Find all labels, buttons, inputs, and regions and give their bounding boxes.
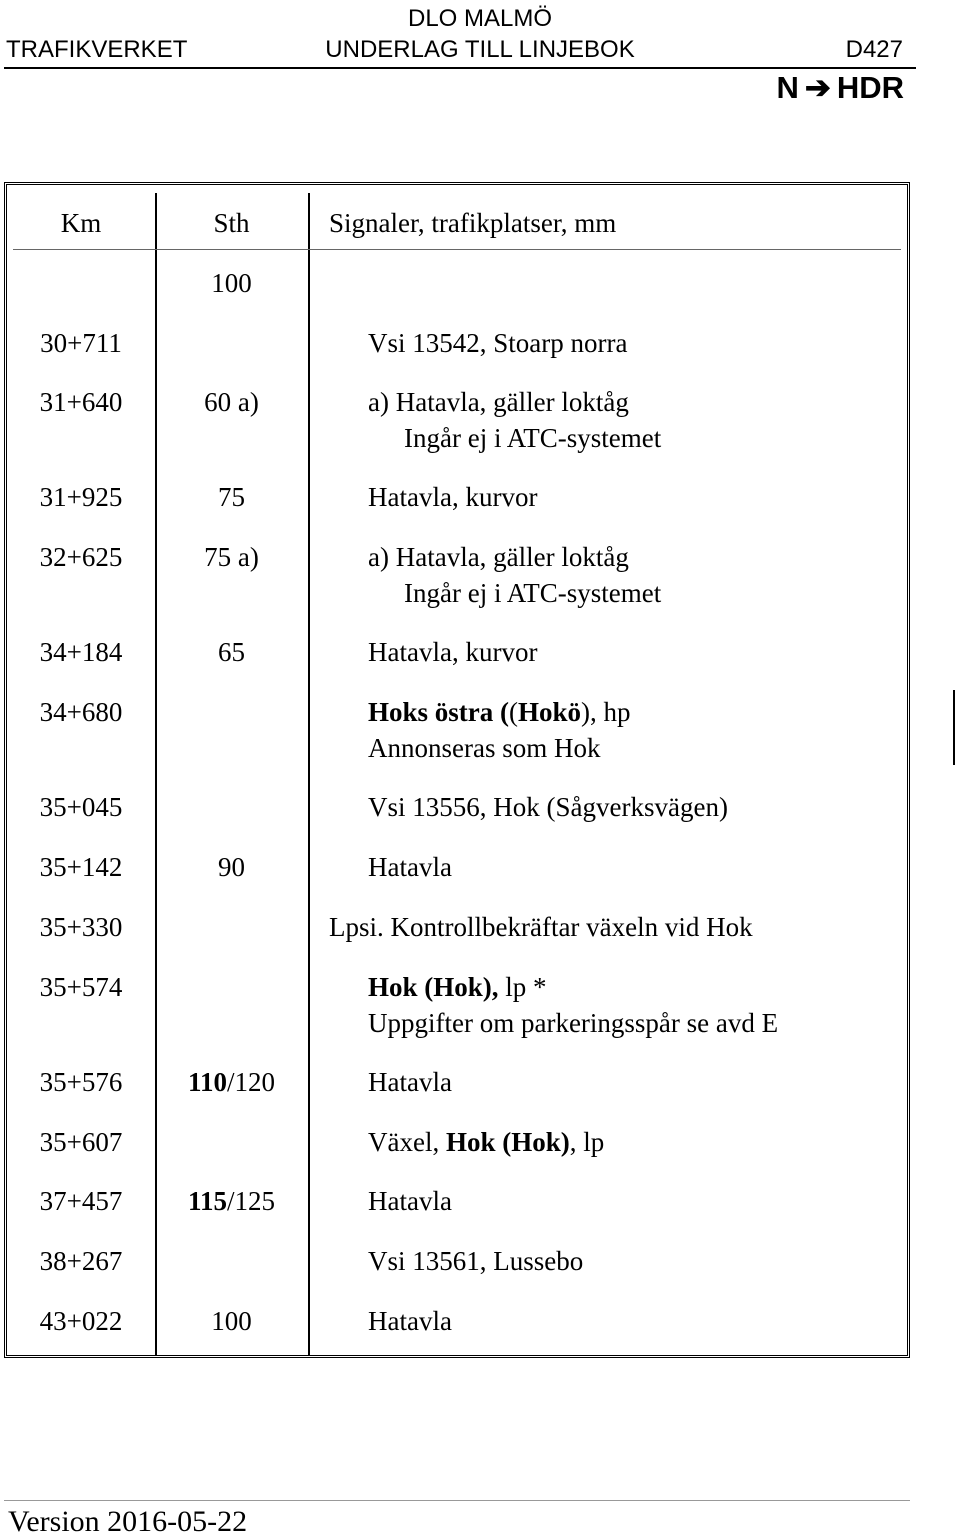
signal-text: Hatavla, kurvor — [368, 482, 538, 512]
km-value: 34+184 — [39, 637, 123, 667]
km-value: 31+640 — [39, 387, 123, 417]
direction-from: N — [776, 70, 799, 105]
sth-value: 90 — [218, 852, 245, 882]
sth-value: 110/120 — [187, 1067, 276, 1097]
km-value: 34+680 — [39, 697, 123, 727]
signal-text: Hatavla — [368, 1186, 452, 1216]
sth-value: 75 — [218, 482, 245, 512]
signal-text: Hatavla — [368, 1067, 452, 1097]
km-value: 35+607 — [39, 1127, 123, 1157]
column-header-signals: Signaler, trafikplatser, mm — [329, 208, 617, 238]
km-value: 35+330 — [39, 912, 123, 942]
footer-rule — [4, 1500, 910, 1501]
sth-value: 60 a) — [204, 387, 259, 417]
version-label: Version 2016-05-22 — [8, 1505, 248, 1538]
signal-text: Vsi 13556, Hok (Sågverksvägen) — [368, 792, 728, 822]
direction-to: HDR — [836, 70, 904, 105]
km-value: 35+576 — [39, 1067, 123, 1097]
km-value: 37+457 — [39, 1186, 123, 1216]
arrow-right-icon: ➔ — [804, 70, 831, 105]
signal-text: a) Hatavla, gäller loktåg Ingår ej i ATC-systemet — [368, 542, 662, 608]
km-value: 32+625 — [39, 542, 123, 572]
change-bar — [953, 690, 955, 765]
signal-text: Vsi 13561, Lussebo — [368, 1246, 584, 1276]
signal-text: Hatavla, kurvor — [368, 637, 538, 667]
line-table — [4, 182, 910, 1358]
sth-value: 65 — [218, 637, 245, 667]
signal-text: Lpsi. Kontrollbekräftar växeln vid Hok — [329, 912, 753, 942]
km-value: 35+045 — [39, 792, 123, 822]
column-header-sth: Sth — [213, 208, 250, 238]
signal-text: Hok (Hok), lp * Uppgifter om parkeringsspår se avd E — [368, 972, 779, 1038]
column-divider — [308, 193, 310, 1355]
column-divider — [155, 193, 157, 1355]
km-value: 35+142 — [39, 852, 123, 882]
direction-indicator — [776, 68, 904, 108]
sth-value: 75 a) — [204, 542, 259, 572]
signal-text: Hatavla — [368, 1306, 452, 1336]
signal-text: Växel, Hok (Hok), lp — [368, 1127, 605, 1157]
km-value: 31+925 — [39, 482, 123, 512]
km-value: 30+711 — [40, 328, 122, 358]
signal-text: Hatavla — [368, 852, 452, 882]
header-divider — [13, 249, 901, 250]
signal-text: Hoks östra ((Hokö), hp Annonseras som Hok — [368, 697, 631, 763]
sth-value: 100 — [211, 1306, 252, 1336]
sth-value: 115/125 — [187, 1186, 276, 1216]
organization-name: TRAFIKVERKET — [6, 36, 188, 63]
column-header-km: Km — [60, 208, 102, 238]
document-code: D427 — [845, 36, 903, 63]
km-value: 38+267 — [39, 1246, 123, 1276]
km-value: 35+574 — [39, 972, 123, 1002]
region-title: DLO MALMÖ — [407, 5, 553, 32]
km-value: 43+022 — [39, 1306, 123, 1336]
document-subtitle: UNDERLAG TILL LINJEBOK — [325, 36, 635, 63]
signal-text: a) Hatavla, gäller loktåg Ingår ej i ATC-systemet — [368, 387, 662, 453]
signal-text: Vsi 13542, Stoarp norra — [368, 328, 628, 358]
sth-value: 100 — [211, 268, 252, 298]
